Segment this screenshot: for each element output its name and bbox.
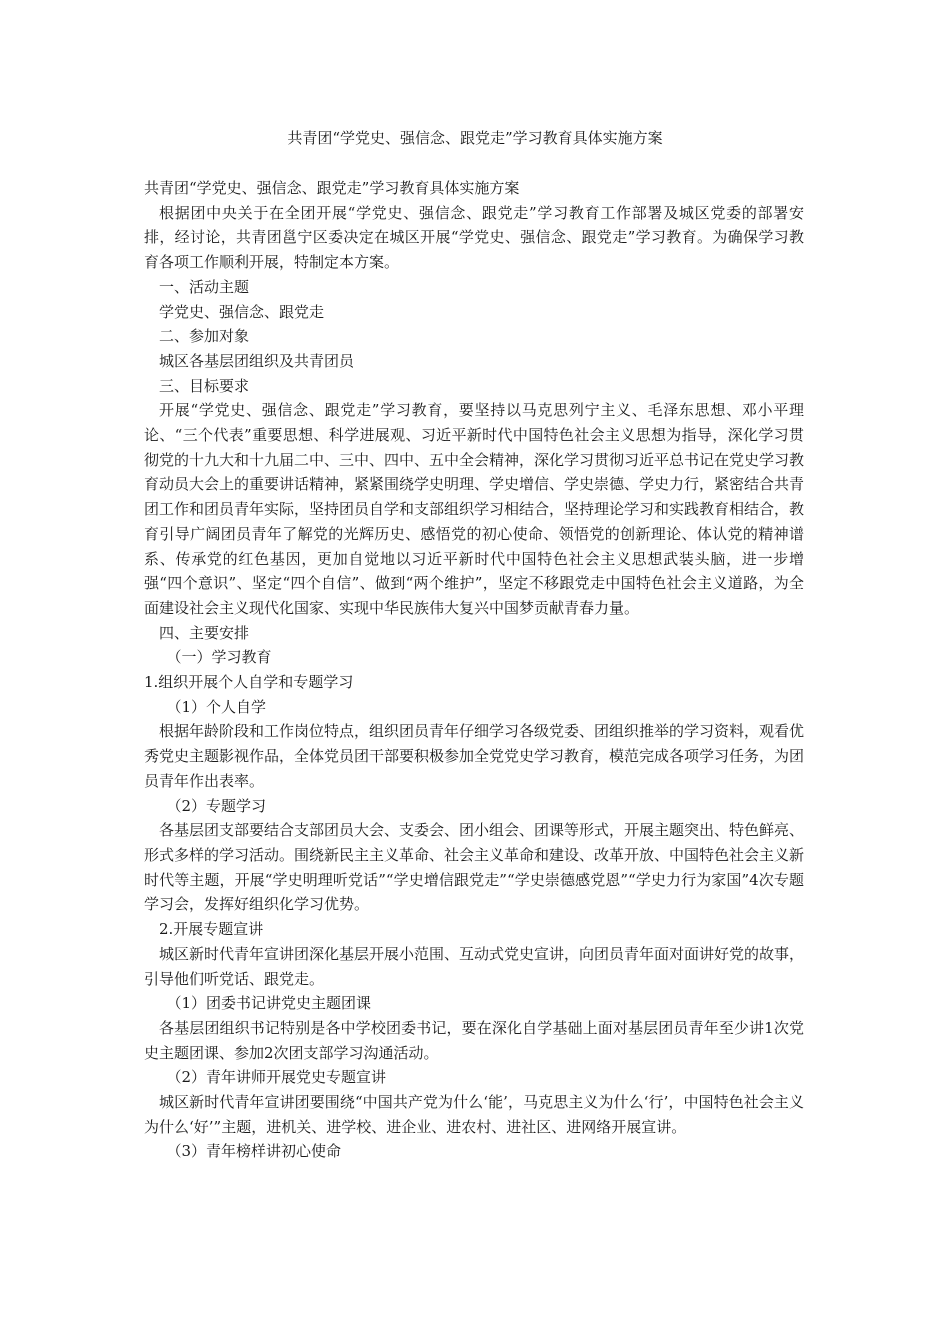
- body-paragraph: 城区新时代青年宣讲团要围绕“中国共产党为什么‘能’，马克思主义为什么‘行’，中国特色社会主义为什么‘好’”主题，进机关、进学校、进企业、进农村、进社区、进网络开展宣讲。: [144, 1093, 804, 1136]
- body-paragraph: 一、活动主题: [159, 277, 250, 296]
- body-paragraph: （1）团委书记讲党史主题团课: [166, 994, 372, 1013]
- body-paragraph: 城区各基层团组织及共青团员: [159, 351, 355, 370]
- body-paragraph: （一）学习教育: [166, 648, 272, 667]
- body-paragraph: 各基层团组织书记特别是各中学校团委书记，要在深化自学基础上面对基层团员青年至少讲1次党史主题团课、参加2次团支部学习沟通活动。: [144, 1018, 804, 1062]
- document-body: [144, 176, 804, 1164]
- body-paragraph: 根据团中央关于在全团开展“学党史、强信念、跟党走”学习教育工作部署及城区党委的部署安排，经讨论，共青团邕宁区委决定在城区开展“学党史、强信念、跟党走”学习教育。为确保学习教育各项工作顺利开展，特制定本方案。: [144, 203, 804, 272]
- body-paragraph: 学党史、强信念、跟党走: [159, 302, 325, 321]
- body-paragraph: 二、参加对象: [159, 327, 250, 346]
- body-paragraph: （2）青年讲师开展党史专题宣讲: [166, 1068, 387, 1087]
- body-paragraph: （3）青年榜样讲初心使命: [166, 1142, 342, 1161]
- body-paragraph: 四、主要安排: [159, 623, 250, 642]
- body-paragraph: 三、目标要求: [159, 376, 250, 395]
- body-paragraph: 共青团“学党史、强信念、跟党走”学习教育具体实施方案: [144, 179, 520, 197]
- document-title: 共青团“学党史、强信念、跟党走”学习教育具体实施方案: [287, 129, 663, 147]
- body-paragraph: 2.开展专题宣讲: [159, 920, 264, 939]
- body-paragraph: 根据年龄阶段和工作岗位特点，组织团员青年仔细学习各级党委、团组织推举的学习资料，观看优秀党史主题影视作品，全体党员团干部要积极参加全党党史学习教育，模范完成各项学习任务，为团员青年作出表率。: [144, 722, 805, 790]
- body-paragraph: 开展“学党史、强信念、跟党走”学习教育，要坚持以马克思列宁主义、毛泽东思想、邓小平理论、“三个代表”重要思想、科学进展观、习近平新时代中国特色社会主义思想为指导，深化学习贯彻党的十九大和十九届二中、三中、四中、五中全会精神，深化学习贯彻习近平总书记在党史学习教育动员大会上的重要讲话精神，紧紧围绕学史明理、学史增信、学史崇德、学史力行，紧密结合共青团工作和团员青年实际，坚持团员自学和支部组织学习相结合，坚持理论学习和实践教育相结合，教育引导广阔团员青年了解党的光辉历史、感悟党的初心使命、领悟党的创新理论、体认党的精神谱系、传承党的红色基因，更加自觉地以习近平新时代中国特色社会主义思想武装头脑，进一步增强“四个意识”、坚定“四个自信”、做到“两个维护”，坚定不移跟党走中国特色社会主义道路，为全面建设社会主义现代化国家、实现中华民族伟大复兴中国梦贡献青春力量。: [144, 401, 805, 617]
- body-paragraph: （2）专题学习: [166, 796, 267, 815]
- body-paragraph: 城区新时代青年宣讲团深化基层开展小范围、互动式党史宣讲，向团员青年面对面讲好党的故事，引导他们听党话、跟党走。: [144, 944, 805, 988]
- body-paragraph: 1.组织开展个人自学和专题学习: [144, 673, 354, 692]
- body-paragraph: 各基层团支部要结合支部团员大会、支委会、团小组会、团课等形式，开展主题突出、特色鲜亮、形式多样的学习活动。围绕新民主主义革命、社会主义革命和建设、改革开放、中国特色社会主义新时代等主题，开展“学史明理听党话”“学史增信跟党走”“学史崇德感党恩”“学史力行为家国”4次专题学习会，发挥好组织化学习优势。: [144, 821, 805, 914]
- body-paragraph: （1）个人自学: [166, 697, 267, 716]
